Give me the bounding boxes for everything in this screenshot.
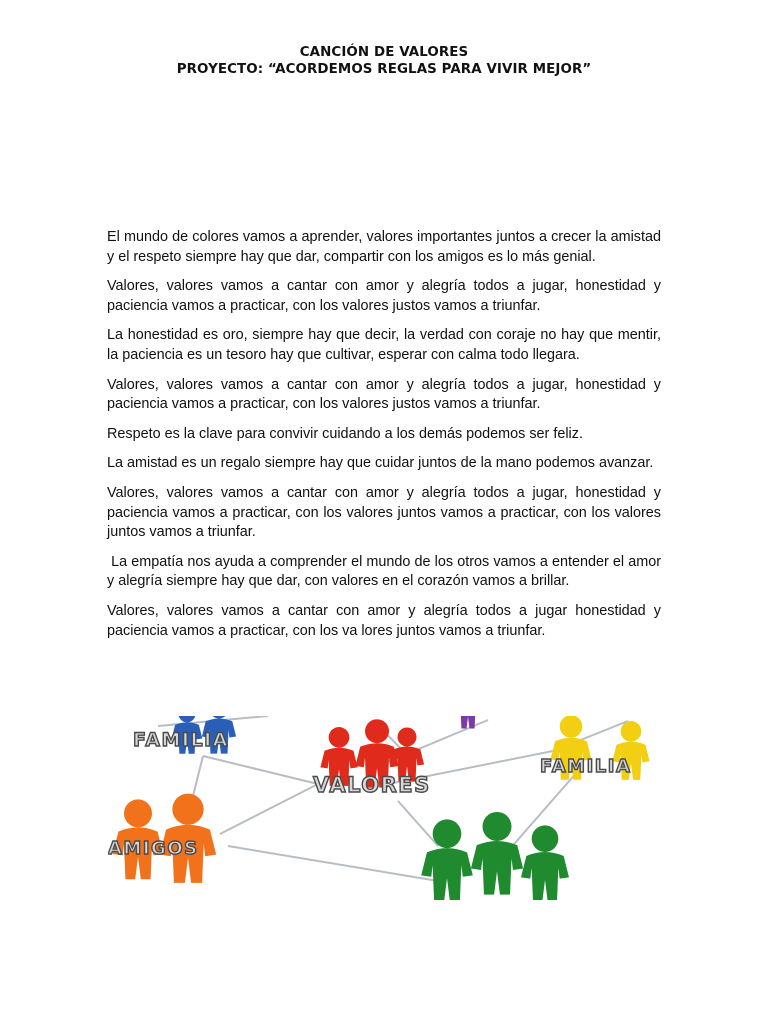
song-lyrics xyxy=(107,228,666,651)
lyrics-paragraph: El mundo de colores vamos a aprender, valores importantes juntos a crecer la amistad y el respeto siempre hay que dar, compartir con los amigos es lo más genial. xyxy=(107,229,661,265)
lyrics-paragraph: Valores, valores vamos a cantar con amor y alegría todos a jugar, honestidad y paciencia vamos a practicar, con los valores justos vamos a triunfar. xyxy=(107,278,661,314)
lyrics-paragraph: Respeto es la clave para convivir cuidando a los demás podemos ser feliz. xyxy=(107,425,583,442)
document-title: CANCIÓN DE VALORES xyxy=(299,45,469,60)
label-valores: VALORES xyxy=(313,773,431,797)
document-subtitle: PROYECTO: “ACORDEMOS REGLAS PARA VIVIR MEJOR” xyxy=(176,62,592,77)
label-familia-right: FAMILIA xyxy=(540,756,632,777)
values-network-illustration xyxy=(108,716,668,900)
lyrics-paragraph: Valores, valores vamos a cantar con amor y alegría todos a jugar honestidad y paciencia vamos a practicar, con los va lores juntos vamos a triunfar. xyxy=(107,603,661,639)
lyrics-paragraph: Valores, valores vamos a cantar con amor y alegría todos a jugar, honestidad y paciencia vamos a practicar, con los valores justos vamos a triunfar. xyxy=(107,376,661,413)
lyrics-paragraph: La honestidad es oro, siempre hay que decir, la verdad con coraje no hay que mentir, la paciencia es un tesoro hay que cultivar, esperar con calma todo llegara. xyxy=(107,327,661,363)
label-amigos: AMIGOS xyxy=(108,838,199,859)
lyrics-paragraph: La amistad es un regalo siempre hay que cuidar juntos de la mano podemos avanzar. xyxy=(107,455,654,472)
label-familia-left: FAMILIA xyxy=(133,729,229,751)
lyrics-paragraph: Valores, valores vamos a cantar con amor y alegría todos a jugar, honestidad y paciencia vamos a practicar, con los valores juntos vamos a practicar, con los valores juntos vamos a triunfar. xyxy=(107,485,661,541)
values-network-image xyxy=(108,716,668,900)
green-figures xyxy=(421,812,569,900)
purple-figures xyxy=(455,716,481,729)
lyrics-paragraph: La empatía nos ayuda a comprender el mundo de los otros vamos a entender el amor y alegría siempre hay que dar, con valores en el corazón vamos a brillar. xyxy=(107,553,666,590)
document-header xyxy=(0,44,768,78)
